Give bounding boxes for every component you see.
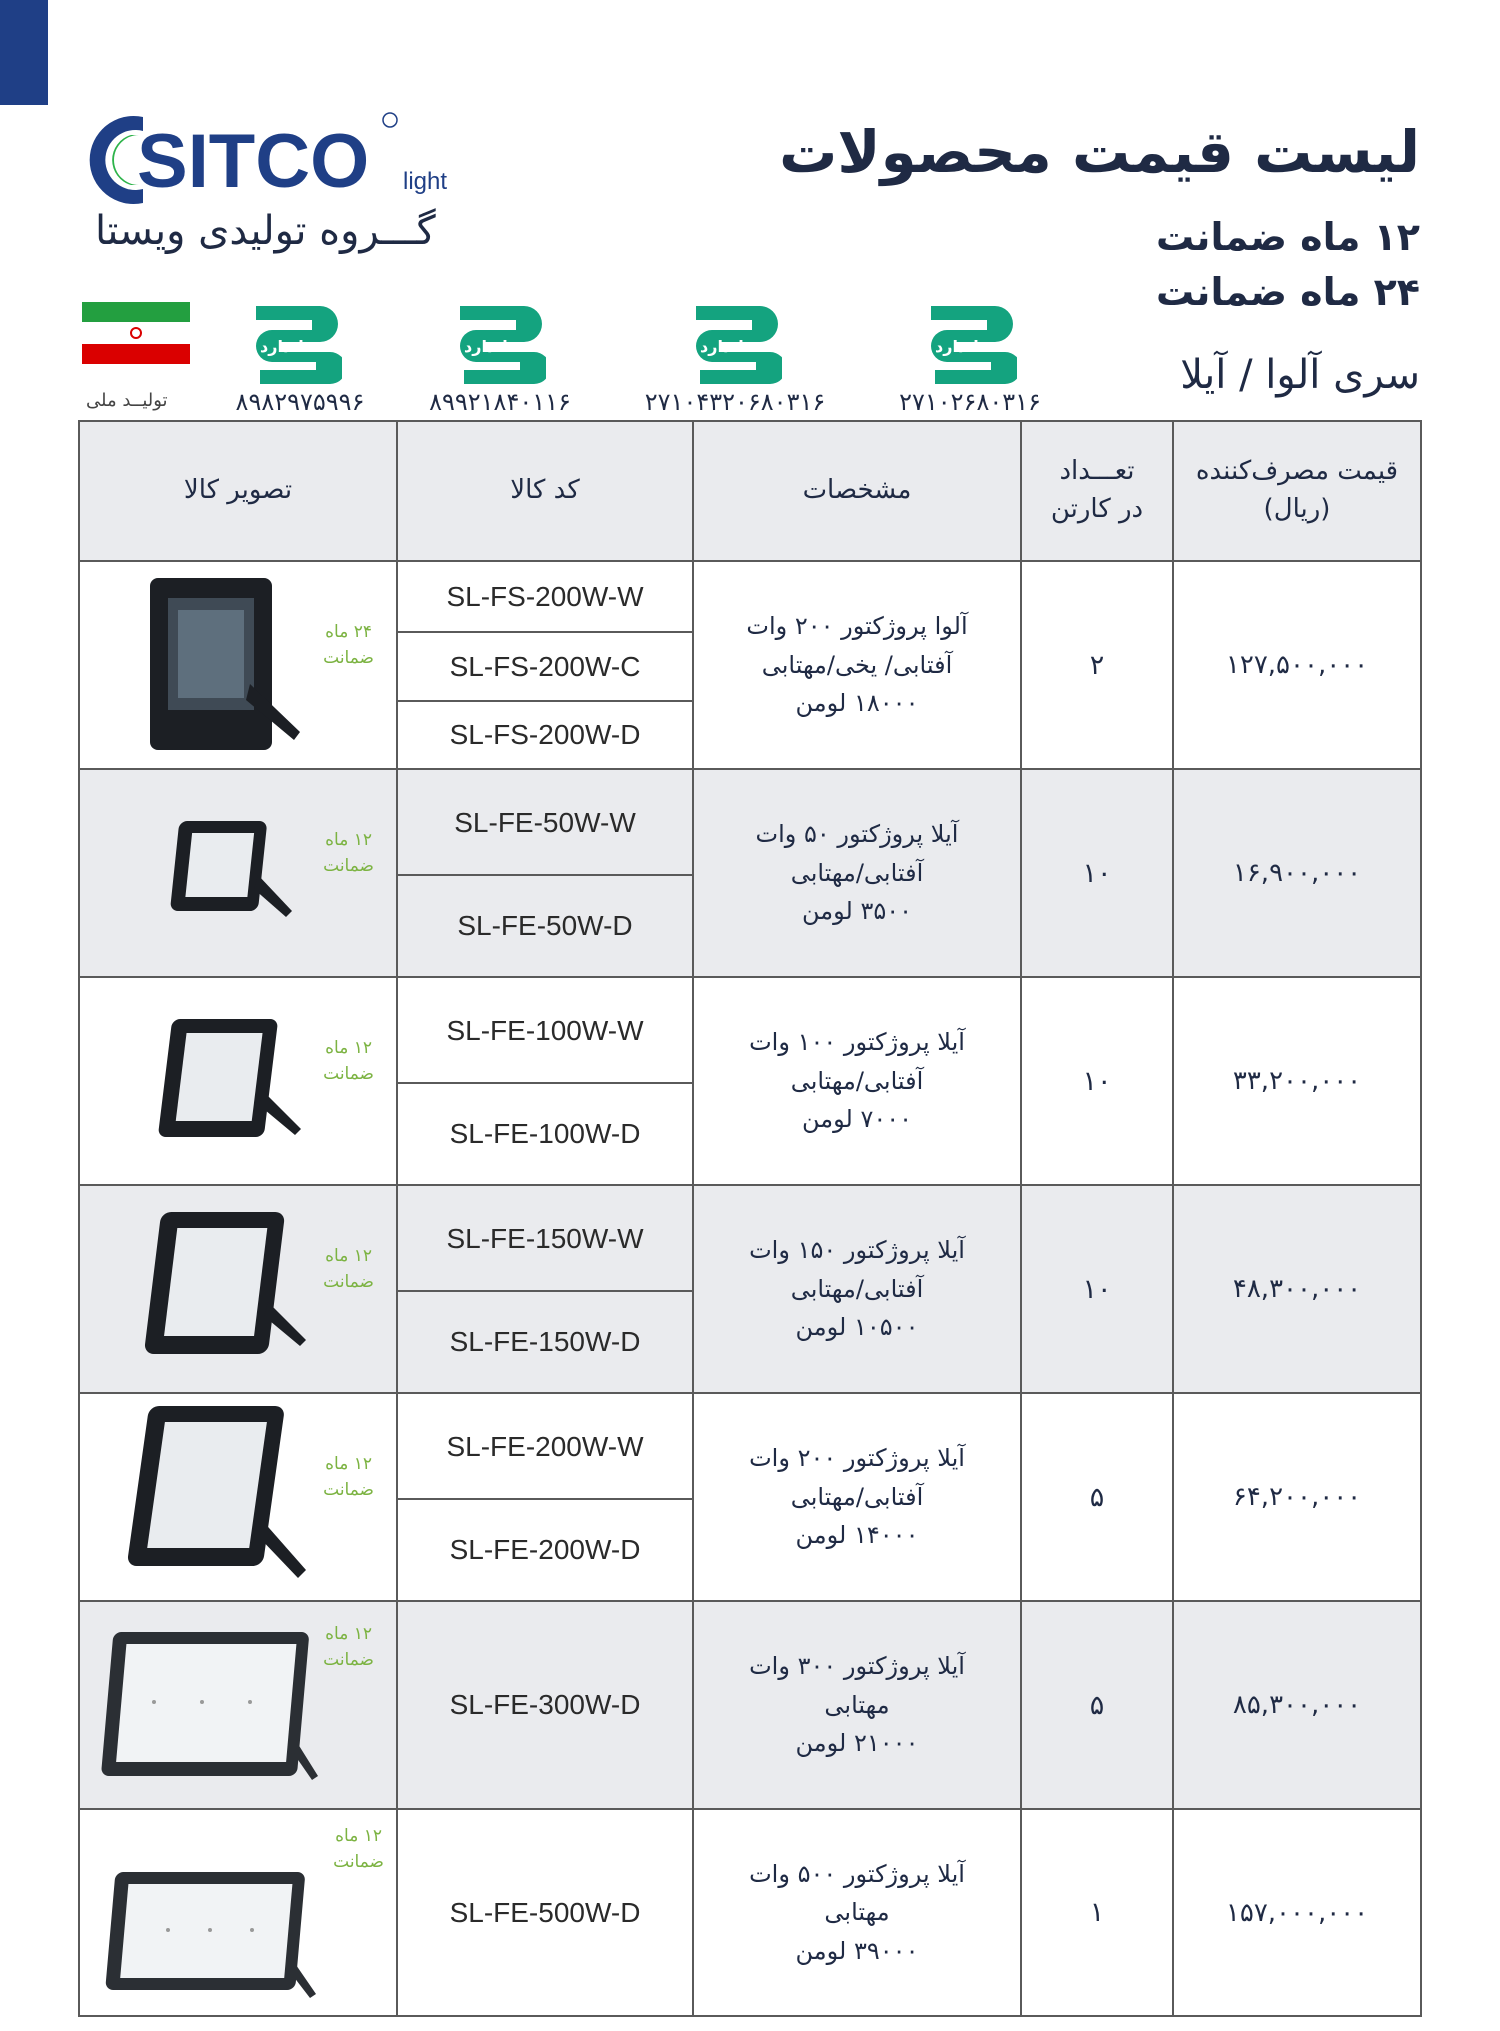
brand-subtitle: گـــروه تولیدی ویستا [95, 208, 436, 254]
product-code: SL-FE-100W-D [398, 1082, 692, 1183]
standard-number: ۸۹۹۲۱۸۴۰۱۱۶ [429, 388, 571, 416]
code-cell [397, 1601, 693, 1809]
standard-mark-icon [925, 300, 1017, 388]
table-header-row [79, 421, 1421, 561]
floodlight-image [98, 1866, 324, 2006]
brand-name: SITCO [137, 119, 370, 204]
warranty-12-label: ۱۲ ماه ضمانت [1155, 215, 1420, 259]
table-row [79, 561, 1421, 769]
product-code: SL-FS-200W-D [398, 700, 692, 767]
corner-accent-bar [0, 0, 48, 105]
product-image-cell [79, 1601, 397, 1809]
product-code: SL-FE-500W-D [449, 1896, 641, 1928]
price-cell: ۱۲۷,۵۰۰,۰۰۰ [1173, 561, 1421, 769]
product-code: SL-FE-150W-D [398, 1290, 692, 1391]
price-cell: ۶۴,۲۰۰,۰۰۰ [1173, 1393, 1421, 1601]
warranty-badge: ۱۲ ماه ضمانت [323, 830, 374, 876]
product-image-cell [79, 769, 397, 977]
header-code: کد کالا [397, 421, 693, 561]
qty-cell: ۱ [1021, 1809, 1173, 2016]
product-image-cell [79, 977, 397, 1185]
svg-text:استاندارد: استاندارد [935, 337, 1007, 356]
floodlight-image [155, 1013, 305, 1153]
standard-mark-icon [250, 300, 342, 388]
warranty-badge: ۱۲ ماه ضمانت [333, 1826, 384, 1872]
header-image: تصویر کالا [79, 421, 397, 561]
product-code: SL-FE-50W-W [454, 806, 636, 838]
floodlight-image [122, 1400, 312, 1596]
floodlight-image [170, 815, 300, 935]
header-spec: مشخصات [693, 421, 1021, 561]
product-code: SL-FE-300W-D [449, 1689, 641, 1720]
warranty-badge: ۱۲ ماه ضمانت [323, 1038, 374, 1084]
header-qty: تعـــداد در کارتن [1021, 421, 1173, 561]
price-cell: ۳۳,۲۰۰,۰۰۰ [1173, 977, 1421, 1185]
qty-cell: ۱۰ [1021, 977, 1173, 1185]
spec-cell: آلوا پروژکتور ۲۰۰ وات آفتابی/ یخی/مهتابی ۱۸۰۰۰ لومن [693, 561, 1021, 769]
table-row [79, 1393, 1421, 1601]
spec-cell: آیلا پروژکتور ۱۵۰ وات آفتابی/مهتابی ۱۰۵۰۰ لومن [693, 1185, 1021, 1393]
spec-cell: آیلا پروژکتور ۵۰ وات آفتابی/مهتابی ۳۵۰۰ لومن [693, 769, 1021, 977]
standard-mark-icon [454, 300, 546, 388]
product-image-cell [79, 1393, 397, 1601]
warranty-badge: ۱۲ ماه ضمانت [323, 1624, 374, 1670]
code-cell [397, 561, 693, 769]
table-row [79, 1601, 1421, 1809]
floodlight-image [94, 1626, 326, 1796]
standard-number: ۲۷۱۰۲۶۸۰۳۱۶ [899, 388, 1041, 416]
code-cell [397, 1809, 693, 2016]
standard-mark-icon [690, 300, 782, 388]
code-cell [397, 977, 693, 1185]
qty-cell: ۵ [1021, 1601, 1173, 1809]
header-price: قیمت مصرف‌کننده (ریال) [1173, 421, 1421, 561]
product-code: SL-FS-200W-W [446, 581, 644, 612]
product-code: SL-FS-200W-C [398, 631, 692, 700]
warranty-24-label: ۲۴ ماه ضمانت [1155, 270, 1420, 314]
warranty-badge: ۱۲ ماه ضمانت [323, 1246, 374, 1292]
product-code: SL-FE-100W-W [446, 1014, 644, 1046]
product-image-cell [79, 561, 397, 769]
qty-cell: ۱۰ [1021, 769, 1173, 977]
sitco-logo [85, 105, 485, 215]
table-row [79, 1809, 1421, 2016]
product-image-cell [79, 1809, 397, 2016]
series-label: سری آلوا / آیلا [1180, 352, 1420, 398]
price-cell: ۸۵,۳۰۰,۰۰۰ [1173, 1601, 1421, 1809]
product-image-cell [79, 1185, 397, 1393]
svg-text:استاندارد: استاندارد [700, 337, 772, 356]
price-cell: ۱۶,۹۰۰,۰۰۰ [1173, 769, 1421, 977]
qty-cell: ۱۰ [1021, 1185, 1173, 1393]
warranty-badge: ۲۴ ماه ضمانت [323, 622, 374, 668]
standard-number: ۲۷۱۰۴۳۲۰۶۸۰۳۱۶ [644, 388, 826, 416]
spec-cell: آیلا پروژکتور ۲۰۰ وات آفتابی/مهتابی ۱۴۰۰۰ لومن [693, 1393, 1021, 1601]
code-cell [397, 769, 693, 977]
svg-text:استاندارد: استاندارد [464, 337, 536, 356]
table-row [79, 1185, 1421, 1393]
product-code: SL-FE-200W-W [446, 1430, 644, 1462]
code-cell [397, 1393, 693, 1601]
iran-flag-icon [82, 302, 190, 364]
table-row [79, 977, 1421, 1185]
floodlight-image [130, 574, 310, 760]
made-in-label: تولیــد ملی [86, 390, 168, 411]
page-title: لیست قیمت محصولات [779, 118, 1420, 186]
floodlight-image [140, 1206, 310, 1376]
product-code: SL-FE-200W-D [398, 1498, 692, 1599]
qty-cell: ۲ [1021, 561, 1173, 769]
svg-text:استاندارد: استاندارد [260, 337, 332, 356]
price-cell: ۴۸,۳۰۰,۰۰۰ [1173, 1185, 1421, 1393]
brand-light: light [403, 168, 448, 195]
code-cell [397, 1185, 693, 1393]
table-row [79, 769, 1421, 977]
product-code: SL-FE-150W-W [446, 1222, 644, 1254]
standard-number: ۸۹۸۲۹۷۵۹۹۶ [235, 388, 365, 416]
spec-cell: آیلا پروژکتور ۵۰۰ وات مهتابی ۳۹۰۰۰ لومن [693, 1809, 1021, 2016]
spec-cell: آیلا پروژکتور ۱۰۰ وات آفتابی/مهتابی ۷۰۰۰ لومن [693, 977, 1021, 1185]
warranty-badge: ۱۲ ماه ضمانت [323, 1454, 374, 1500]
spec-cell: آیلا پروژکتور ۳۰۰ وات مهتابی ۲۱۰۰۰ لومن [693, 1601, 1021, 1809]
product-code: SL-FE-50W-D [398, 874, 692, 975]
qty-cell: ۵ [1021, 1393, 1173, 1601]
price-table [78, 420, 1422, 2017]
price-cell: ۱۵۷,۰۰۰,۰۰۰ [1173, 1809, 1421, 2016]
